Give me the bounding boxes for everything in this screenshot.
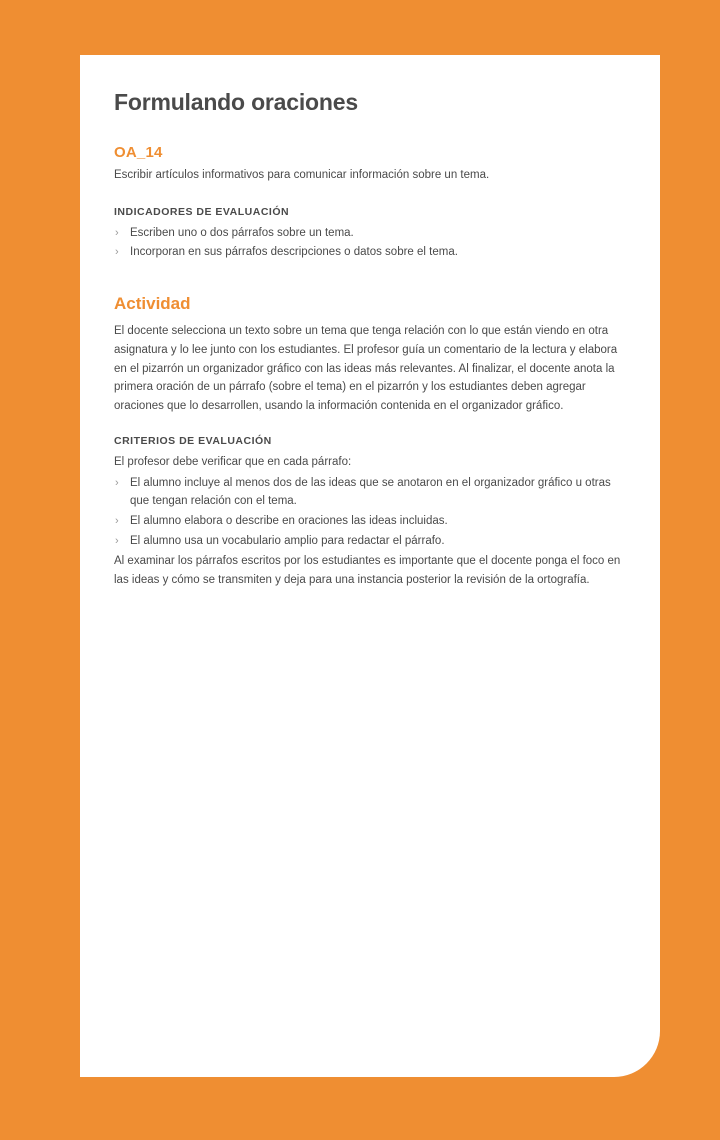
list-item [114,533,622,551]
oa-section [114,144,622,184]
list-item [114,513,622,531]
chevron-right-icon: › [115,514,119,527]
activity-section [114,294,622,415]
criteria-heading: CRITERIOS DE EVALUACIÓN [114,435,272,448]
criteria-outro: Al examinar los párrafos escritos por los estudiantes es importante que el docente ponga el foco en las ideas y cómo se transmiten y deja para una instancia posterior la revisión de la ortografía. [114,555,621,586]
chevron-right-icon: › [115,534,119,547]
list-item-label: El alumno usa un vocabulario amplio para redactar el párrafo. [130,534,445,547]
oa-description: Escribir artículos informativos para comunicar información sobre un tema. [114,169,490,181]
list-item [114,225,622,243]
indicators-section [114,206,622,263]
list-item-label: El alumno elabora o describe en oraciones las ideas incluidas. [130,514,448,527]
document-page [80,55,660,1077]
page-title: Formulando oraciones [114,89,358,115]
chevron-right-icon: › [115,246,119,259]
chevron-right-icon: › [115,477,119,490]
chevron-right-icon: › [115,226,119,239]
list-item-label: Escriben uno o dos párrafos sobre un tema. [130,226,354,239]
list-item [114,475,622,511]
activity-heading: Actividad [114,294,191,314]
criteria-section [114,435,622,589]
criteria-list [114,475,622,550]
list-item-label: Incorporan en sus párrafos descripciones o datos sobre el tema. [130,246,458,259]
list-item-label: El alumno incluye al menos dos de las ideas que se anotaron en el organizador gráfico u otras que tengan relación con el tema. [130,477,611,508]
criteria-intro: El profesor debe verificar que en cada párrafo: [114,456,352,469]
oa-code: OA_14 [114,144,163,161]
indicators-heading: INDICADORES DE EVALUACIÓN [114,205,290,218]
activity-body: El docente selecciona un texto sobre un tema que tenga relación con lo que están viendo en otra asignatura y lo lee junto con los estudiantes. El profesor guía un comentario de la lectura y elabora en el pizarrón un organizador gráfico con las ideas más relevantes. Al finalizar, el docente anota la primera oración de un párrafo (sobre el tema) en el pizarrón y los estudiantes deben agregar oraciones que lo desarrollen, usando la información contenida en el organizador gráfico. [114,325,618,412]
indicators-list [114,225,622,263]
list-item [114,244,622,262]
